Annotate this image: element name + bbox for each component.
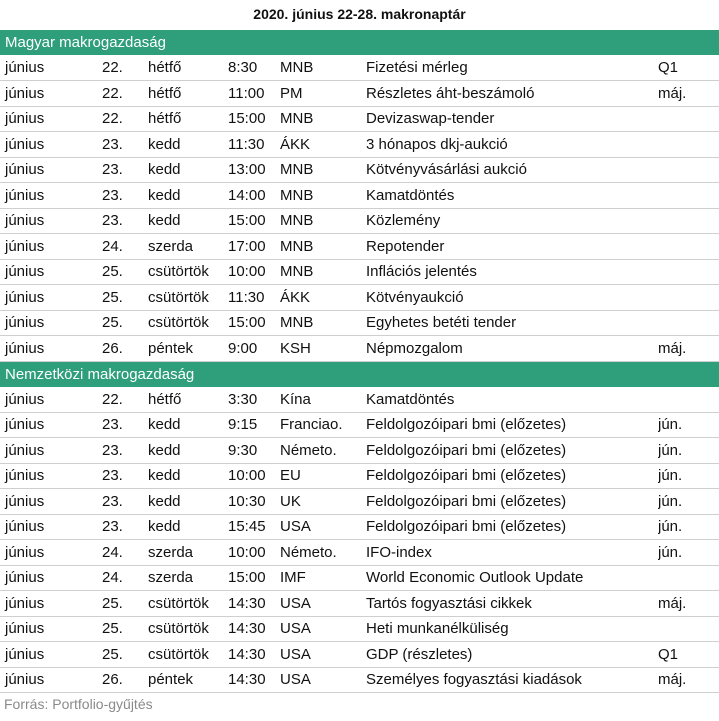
event-cell: Feldolgozóipari bmi (előzetes) xyxy=(366,463,658,489)
month-cell: június xyxy=(0,132,102,158)
time-cell: 15:00 xyxy=(228,565,280,591)
weekday-cell: péntek xyxy=(148,667,228,693)
month-cell: június xyxy=(0,412,102,438)
calendar-row xyxy=(0,591,719,617)
institution-cell: KSH xyxy=(280,336,366,362)
event-cell: Repotender xyxy=(366,234,658,260)
month-cell: június xyxy=(0,463,102,489)
period-cell xyxy=(658,132,719,158)
event-cell: Feldolgozóipari bmi (előzetes) xyxy=(366,489,658,515)
time-cell: 14:30 xyxy=(228,667,280,693)
event-cell: Személyes fogyasztási kiadások xyxy=(366,667,658,693)
weekday-cell: szerda xyxy=(148,540,228,566)
month-cell: június xyxy=(0,591,102,617)
calendar-row xyxy=(0,234,719,260)
day-cell: 25. xyxy=(102,591,148,617)
time-cell: 15:00 xyxy=(228,208,280,234)
period-cell xyxy=(658,234,719,260)
time-cell: 10:00 xyxy=(228,463,280,489)
period-cell: jún. xyxy=(658,438,719,464)
time-cell: 9:00 xyxy=(228,336,280,362)
event-cell: Devizaswap-tender xyxy=(366,106,658,132)
weekday-cell: hétfő xyxy=(148,55,228,81)
calendar-row xyxy=(0,438,719,464)
period-cell xyxy=(658,183,719,209)
month-cell: június xyxy=(0,285,102,311)
month-cell: június xyxy=(0,540,102,566)
weekday-cell: csütörtök xyxy=(148,259,228,285)
event-cell: 3 hónapos dkj-aukció xyxy=(366,132,658,158)
month-cell: június xyxy=(0,438,102,464)
event-cell: Egyhetes betéti tender xyxy=(366,310,658,336)
month-cell: június xyxy=(0,106,102,132)
month-cell: június xyxy=(0,489,102,515)
time-cell: 14:30 xyxy=(228,642,280,668)
weekday-cell: hétfő xyxy=(148,106,228,132)
event-cell: Kötvényvásárlási aukció xyxy=(366,157,658,183)
period-cell: jún. xyxy=(658,540,719,566)
event-cell: Részletes áht-beszámoló xyxy=(366,81,658,107)
calendar-row xyxy=(0,259,719,285)
month-cell: június xyxy=(0,514,102,540)
period-cell xyxy=(658,616,719,642)
institution-cell: UK xyxy=(280,489,366,515)
period-cell xyxy=(658,157,719,183)
event-cell: Tartós fogyasztási cikkek xyxy=(366,591,658,617)
period-cell: máj. xyxy=(658,81,719,107)
day-cell: 24. xyxy=(102,565,148,591)
institution-cell: USA xyxy=(280,591,366,617)
weekday-cell: csütörtök xyxy=(148,310,228,336)
calendar-row xyxy=(0,310,719,336)
period-cell: máj. xyxy=(658,591,719,617)
period-cell: máj. xyxy=(658,667,719,693)
month-cell: június xyxy=(0,642,102,668)
day-cell: 23. xyxy=(102,489,148,515)
calendar-row xyxy=(0,489,719,515)
institution-cell: Németo. xyxy=(280,540,366,566)
day-cell: 24. xyxy=(102,540,148,566)
calendar-row xyxy=(0,616,719,642)
day-cell: 23. xyxy=(102,412,148,438)
event-cell: IFO-index xyxy=(366,540,658,566)
month-cell: június xyxy=(0,616,102,642)
time-cell: 17:00 xyxy=(228,234,280,260)
institution-cell: PM xyxy=(280,81,366,107)
calendar-row xyxy=(0,412,719,438)
weekday-cell: kedd xyxy=(148,489,228,515)
institution-cell: Franciao. xyxy=(280,412,366,438)
day-cell: 26. xyxy=(102,336,148,362)
institution-cell: IMF xyxy=(280,565,366,591)
day-cell: 25. xyxy=(102,259,148,285)
day-cell: 22. xyxy=(102,55,148,81)
calendar-row xyxy=(0,642,719,668)
weekday-cell: kedd xyxy=(148,183,228,209)
institution-cell: Németo. xyxy=(280,438,366,464)
weekday-cell: kedd xyxy=(148,412,228,438)
day-cell: 22. xyxy=(102,81,148,107)
calendar-row xyxy=(0,55,719,81)
institution-cell: Kína xyxy=(280,387,366,413)
institution-cell: USA xyxy=(280,514,366,540)
section-header-international: Nemzetközi makrogazdaság xyxy=(0,362,719,387)
day-cell: 25. xyxy=(102,616,148,642)
month-cell: június xyxy=(0,259,102,285)
time-cell: 3:30 xyxy=(228,387,280,413)
time-cell: 9:30 xyxy=(228,438,280,464)
time-cell: 15:00 xyxy=(228,106,280,132)
hungarian-calendar-table xyxy=(0,55,719,362)
day-cell: 23. xyxy=(102,132,148,158)
period-cell xyxy=(658,565,719,591)
institution-cell: USA xyxy=(280,616,366,642)
event-cell: Kamatdöntés xyxy=(366,183,658,209)
institution-cell: MNB xyxy=(280,259,366,285)
period-cell: Q1 xyxy=(658,55,719,81)
weekday-cell: kedd xyxy=(148,463,228,489)
calendar-row xyxy=(0,208,719,234)
event-cell: Feldolgozóipari bmi (előzetes) xyxy=(366,412,658,438)
time-cell: 14:30 xyxy=(228,591,280,617)
event-cell: Népmozgalom xyxy=(366,336,658,362)
calendar-row xyxy=(0,183,719,209)
day-cell: 23. xyxy=(102,157,148,183)
day-cell: 23. xyxy=(102,463,148,489)
time-cell: 10:30 xyxy=(228,489,280,515)
period-cell xyxy=(658,259,719,285)
weekday-cell: csütörtök xyxy=(148,616,228,642)
month-cell: június xyxy=(0,81,102,107)
weekday-cell: szerda xyxy=(148,565,228,591)
period-cell: jún. xyxy=(658,463,719,489)
time-cell: 11:30 xyxy=(228,132,280,158)
month-cell: június xyxy=(0,565,102,591)
event-cell: Feldolgozóipari bmi (előzetes) xyxy=(366,438,658,464)
time-cell: 15:45 xyxy=(228,514,280,540)
calendar-row xyxy=(0,387,719,413)
international-calendar-table xyxy=(0,387,719,694)
time-cell: 14:30 xyxy=(228,616,280,642)
day-cell: 25. xyxy=(102,310,148,336)
institution-cell: MNB xyxy=(280,106,366,132)
calendar-row xyxy=(0,463,719,489)
month-cell: június xyxy=(0,208,102,234)
day-cell: 24. xyxy=(102,234,148,260)
institution-cell: EU xyxy=(280,463,366,489)
calendar-row xyxy=(0,336,719,362)
day-cell: 25. xyxy=(102,642,148,668)
institution-cell: MNB xyxy=(280,157,366,183)
weekday-cell: csütörtök xyxy=(148,591,228,617)
weekday-cell: csütörtök xyxy=(148,285,228,311)
time-cell: 11:30 xyxy=(228,285,280,311)
period-cell xyxy=(658,285,719,311)
time-cell: 13:00 xyxy=(228,157,280,183)
period-cell: Q1 xyxy=(658,642,719,668)
time-cell: 14:00 xyxy=(228,183,280,209)
period-cell xyxy=(658,387,719,413)
event-cell: Fizetési mérleg xyxy=(366,55,658,81)
event-cell: Közlemény xyxy=(366,208,658,234)
institution-cell: USA xyxy=(280,667,366,693)
day-cell: 22. xyxy=(102,387,148,413)
time-cell: 9:15 xyxy=(228,412,280,438)
weekday-cell: hétfő xyxy=(148,81,228,107)
day-cell: 25. xyxy=(102,285,148,311)
month-cell: június xyxy=(0,387,102,413)
weekday-cell: kedd xyxy=(148,514,228,540)
time-cell: 8:30 xyxy=(228,55,280,81)
month-cell: június xyxy=(0,667,102,693)
calendar-row xyxy=(0,81,719,107)
month-cell: június xyxy=(0,234,102,260)
event-cell: GDP (részletes) xyxy=(366,642,658,668)
event-cell: Inflációs jelentés xyxy=(366,259,658,285)
event-cell: Kötvényaukció xyxy=(366,285,658,311)
day-cell: 23. xyxy=(102,514,148,540)
month-cell: június xyxy=(0,157,102,183)
calendar-row xyxy=(0,106,719,132)
day-cell: 26. xyxy=(102,667,148,693)
weekday-cell: kedd xyxy=(148,208,228,234)
period-cell: jún. xyxy=(658,489,719,515)
event-cell: World Economic Outlook Update xyxy=(366,565,658,591)
day-cell: 23. xyxy=(102,183,148,209)
period-cell: máj. xyxy=(658,336,719,362)
month-cell: június xyxy=(0,183,102,209)
calendar-row xyxy=(0,132,719,158)
month-cell: június xyxy=(0,336,102,362)
calendar-row xyxy=(0,565,719,591)
institution-cell: MNB xyxy=(280,310,366,336)
weekday-cell: csütörtök xyxy=(148,642,228,668)
institution-cell: MNB xyxy=(280,208,366,234)
weekday-cell: kedd xyxy=(148,132,228,158)
period-cell xyxy=(658,106,719,132)
day-cell: 22. xyxy=(102,106,148,132)
calendar-row xyxy=(0,667,719,693)
calendar-title: 2020. június 22-28. makronaptár xyxy=(253,6,466,22)
day-cell: 23. xyxy=(102,438,148,464)
month-cell: június xyxy=(0,55,102,81)
time-cell: 11:00 xyxy=(228,81,280,107)
period-cell: jún. xyxy=(658,412,719,438)
event-cell: Kamatdöntés xyxy=(366,387,658,413)
weekday-cell: péntek xyxy=(148,336,228,362)
period-cell xyxy=(658,310,719,336)
weekday-cell: kedd xyxy=(148,157,228,183)
month-cell: június xyxy=(0,310,102,336)
event-cell: Feldolgozóipari bmi (előzetes) xyxy=(366,514,658,540)
calendar-row xyxy=(0,514,719,540)
calendar-row xyxy=(0,157,719,183)
time-cell: 10:00 xyxy=(228,540,280,566)
institution-cell: ÁKK xyxy=(280,285,366,311)
institution-cell: USA xyxy=(280,642,366,668)
period-cell xyxy=(658,208,719,234)
calendar-row xyxy=(0,540,719,566)
source-note: Forrás: Portfolio-gyűjtés xyxy=(4,696,153,712)
day-cell: 23. xyxy=(102,208,148,234)
section-header-hungarian: Magyar makrogazdaság xyxy=(0,30,719,55)
time-cell: 10:00 xyxy=(228,259,280,285)
institution-cell: MNB xyxy=(280,234,366,260)
calendar-row xyxy=(0,285,719,311)
event-cell: Heti munkanélküliség xyxy=(366,616,658,642)
weekday-cell: kedd xyxy=(148,438,228,464)
weekday-cell: szerda xyxy=(148,234,228,260)
time-cell: 15:00 xyxy=(228,310,280,336)
period-cell: jún. xyxy=(658,514,719,540)
weekday-cell: hétfő xyxy=(148,387,228,413)
institution-cell: MNB xyxy=(280,55,366,81)
institution-cell: ÁKK xyxy=(280,132,366,158)
institution-cell: MNB xyxy=(280,183,366,209)
